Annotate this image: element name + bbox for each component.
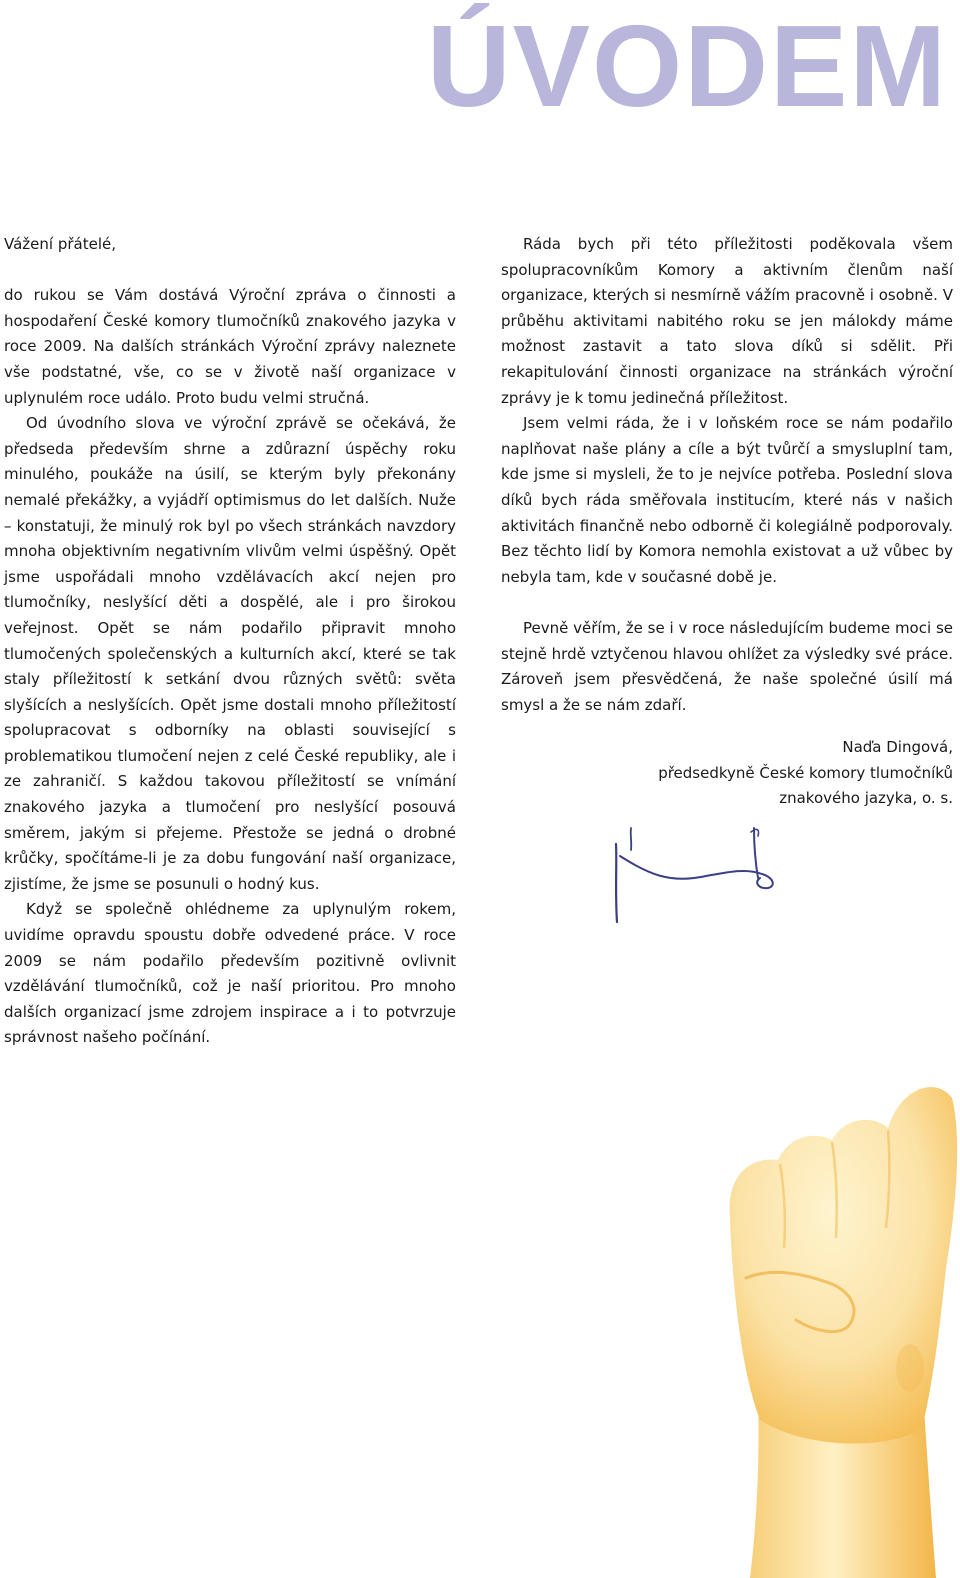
left-paragraph-2: Od úvodního slova ve výroční zprávě se očekává, že předseda především shrne a zdůrazní úspěchy roku minulého, poukáže na úsilí, se kterým byly překonány nemalé překážky, a vyjádří optimismus do let dalších. Nuže – konstatuji, že minulý rok byl po všech stránkách navzdory mnoha objektivním negativním vlivům velmi úspěšný. Opět jsme uspořádali mnoho vzdělávacích akcí nejen pro tlumočníky, neslyšící děti a dospělé, ale i pro širokou veřejnost. Opět se nám podařilo připravit mnoho tlumočených společenských a kulturních akcí, které se tak staly příležitostí k setkání dvou různých světů: světa slyšících a neslyšících. Opět jsme dostali mnoho příležitostí spolupracovat s odborníky na oblasti související s problematikou tlumočení nejen z celé České republiky, ale i ze zahraničí. S každou takovou příležitostí se vnímání znakového jazyka a tlumočení pro neslyšící posouvá směrem, jakým si přejeme. Přestože se jedná o drobné krůčky, spočítáme-li je za dobu fungování naší organizace, zjistíme, že jsme se posunuli o hodný kus. [4, 414, 456, 893]
raised-fist-icon [700, 1068, 960, 1578]
right-paragraph-2: Jsem velmi ráda, že i v loňském roce se nám podařilo naplňovat naše plány a cíle a být tvůrčí a smysluplní tam, kde jsme si mysleli, že to je nejvíce potřeba. Poslední slova díků bych ráda směřovala institucím, které nás v našich aktivitách finančně nebo odborně či kolegiálně podporovaly. Bez těchto lidí by Komora nemohla existovat a už vůbec by nebyla tam, kde v současné době je. [501, 414, 953, 586]
signer-role-line-1: předsedkyně České komory tlumočníků [658, 763, 953, 782]
right-paragraph-1: Ráda bych při této příležitosti poděkovala všem spolupracovníkům Komory a aktivním členům naší organizace, kterých si nesmírně vážím pracovně i osobně. V průběhu aktivitami nabitého roku se jen málokdy máme možnost zastavit a tato slova díků si sdělit. Při rekapitulování činnosti organizace na stránkách výroční zprávy je k tomu jedinečná příležitost. [501, 235, 953, 407]
signer-name: Naďa Dingová, [842, 738, 953, 757]
left-paragraph-1: do rukou se Vám dostává Výroční zpráva o činnosti a hospodaření České komory tlumočníků znakového jazyka v roce 2009. Na dalších stránkách Výroční zprávy naleznete vše podstatné, vše, co se v životě naší organizace v uplynulém roce událo. Proto budu velmi stručná. [4, 286, 456, 407]
left-paragraph-3: Když se společně ohlédneme za uplynulým rokem, uvidíme opravdu spoustu dobře odvedené práce. V roce 2009 se nám podařilo především pozitivně ovlivnit vzdělávání tlumočníků, což je naší prioritou. Pro mnoho dalších organizací jsme zdrojem inspirace a i to potvrzuje správnost našeho počínání. [4, 900, 456, 1047]
left-column [4, 232, 456, 1051]
right-column [501, 232, 953, 812]
signer-role-line-2: znakového jazyka, o. s. [779, 789, 953, 808]
signature-icon [608, 822, 784, 932]
signature-block [501, 735, 953, 812]
salutation: Vážení přátelé, [4, 235, 116, 253]
page-title: ÚVODEM [426, 1, 948, 131]
right-paragraph-3: Pevně věřím, že se i v roce následujícím budeme moci se stejně hrdě vztyčenou hlavou ohlížet za výsledky své práce. Zároveň jsem přesvědčená, že naše společné úsilí má smysl a že se nám zdaří. [501, 618, 953, 714]
